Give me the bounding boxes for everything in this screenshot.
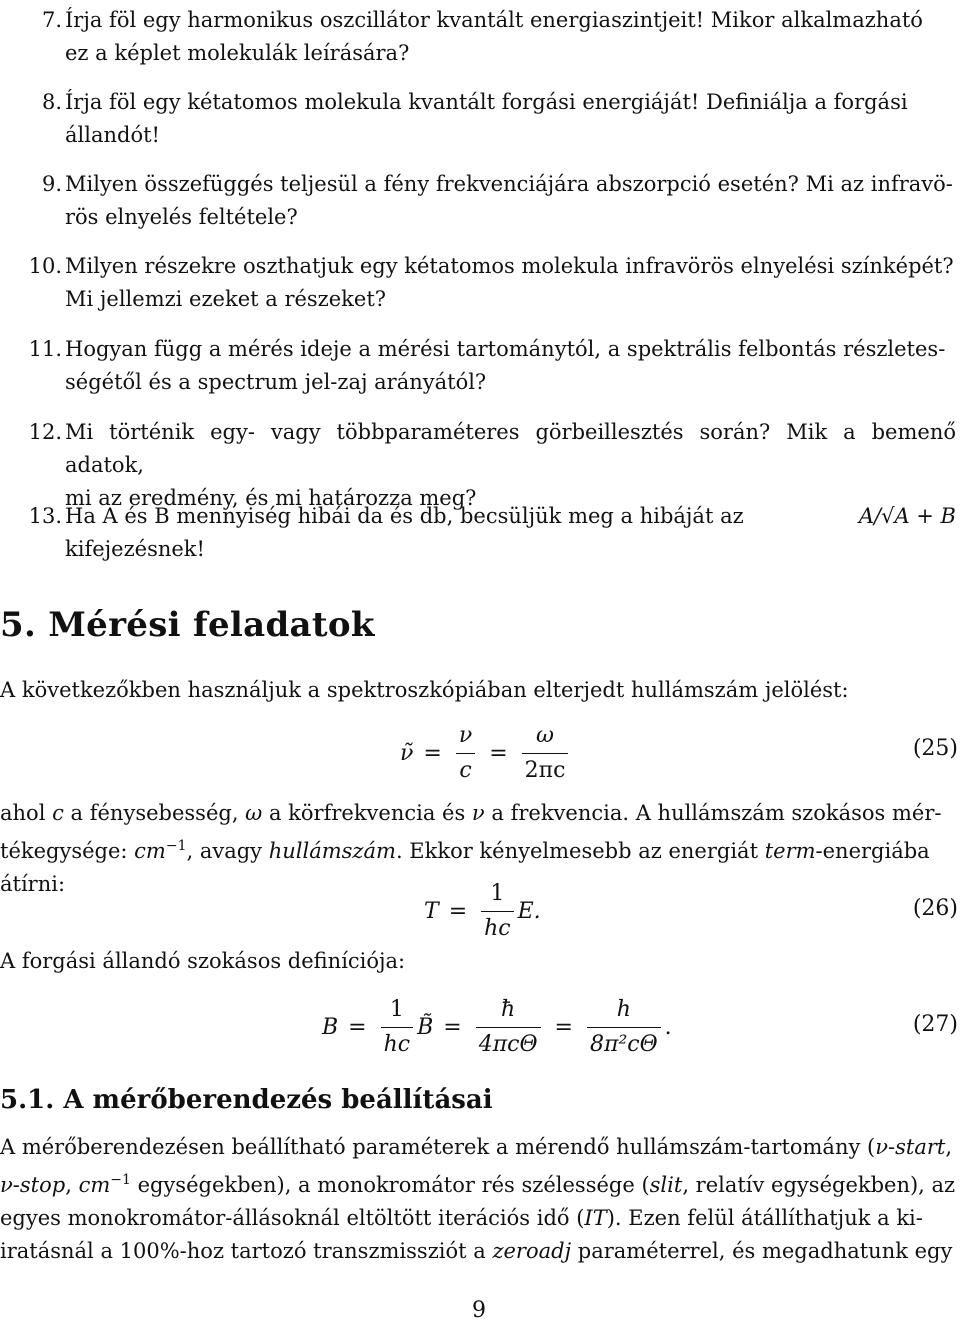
rotational-definition: A forgási állandó szokásos definíciója:	[0, 949, 406, 973]
section-title: 5. Mérési feladatok	[0, 605, 375, 645]
equation-26-tag: (26)	[912, 896, 958, 921]
question-11: 11. Hogyan függ a mérés ideje a mérési tartománytól, a spektrális felbontás részletes- ségétől és a spectrum jel-zaj arányától?	[28, 337, 946, 394]
question-8: 8. Írja föl egy kétatomos molekula kvantált forgási energiáját! Definiálja a forgási állandót!	[41, 90, 908, 147]
question-12: 12. Mi történik egy- vagy többparaméteres görbeillesztés során? Mik a bemenő adatok, mi az eredmény, és mi határozza meg?	[28, 420, 956, 510]
paragraph-after-25: ahol c a fénysebesség, ω a körfrekvencia és ν a frekvencia. A hullámszám szokásos mér- tékegysége: $cm^{-1}$, avagy hullámszám. Ekkor kényelmesebb az energiát term-energiába átírni:	[0, 801, 942, 896]
intro-paragraph: A következőkben használjuk a spektroszkópiában elterjedt hullámszám jelölést:	[0, 678, 849, 702]
equation-25-tag: (25)	[912, 736, 958, 761]
question-13-math: A/√A + B	[858, 504, 956, 528]
final-paragraph: A mérőberendezésen beállítható paraméterek a mérendő hullámszám-tartomány (ν-start, ν-stop, $cm^{-1}$ egységekben), a monokromátor rés szélessége (slit, relatív egységekben), az egyes monokromátor-állásoknál eltöltött iterációs idő (IT). Ezen felül átállíthatjuk a ki- iratásnál a 100%-hoz tartozó transzmissziót a zeroadj paraméterrel, és megadhatunk egy	[0, 1135, 956, 1263]
equation-27: B = $\frac{1}{hc}$ B̃ = $\frac{ħ}{\text{4πcΘ}}$ = $\frac{h}{\text{8π²cΘ}}$ . (27)	[322, 997, 958, 1057]
question-13: 13. Ha A és B mennyiség hibái da és db, becsüljük meg a hibáját az A/√A + B kifejezésnek!	[28, 500, 956, 566]
subsection-title: 5.1. A mérőberendezés beállításai	[0, 1085, 493, 1115]
page-number: 9	[472, 1298, 486, 1323]
equation-26: T = $\frac{1}{hc}$ E. (26)	[424, 881, 958, 941]
question-7: 7. Írja föl egy harmonikus oszcillátor kvantált energiaszintjeit! Mikor alkalmazható ez a képlet molekulák leírására?	[41, 8, 923, 65]
equation-27-tag: (27)	[912, 1012, 958, 1037]
equation-25: ν̃ = $\frac{\nu}{c}$ = $\frac{\omega}{2\pi c}$ (25)	[400, 723, 958, 783]
question-9: 9. Milyen összefüggés teljesül a fény frekvenciájára abszorpció esetén? Mi az infravö- rös elnyelés feltétele?	[41, 172, 953, 229]
question-10: 10. Milyen részekre oszthatjuk egy kétatomos molekula infravörös elnyelési színképét? Mi jellemzi ezeket a részeket?	[28, 254, 954, 311]
